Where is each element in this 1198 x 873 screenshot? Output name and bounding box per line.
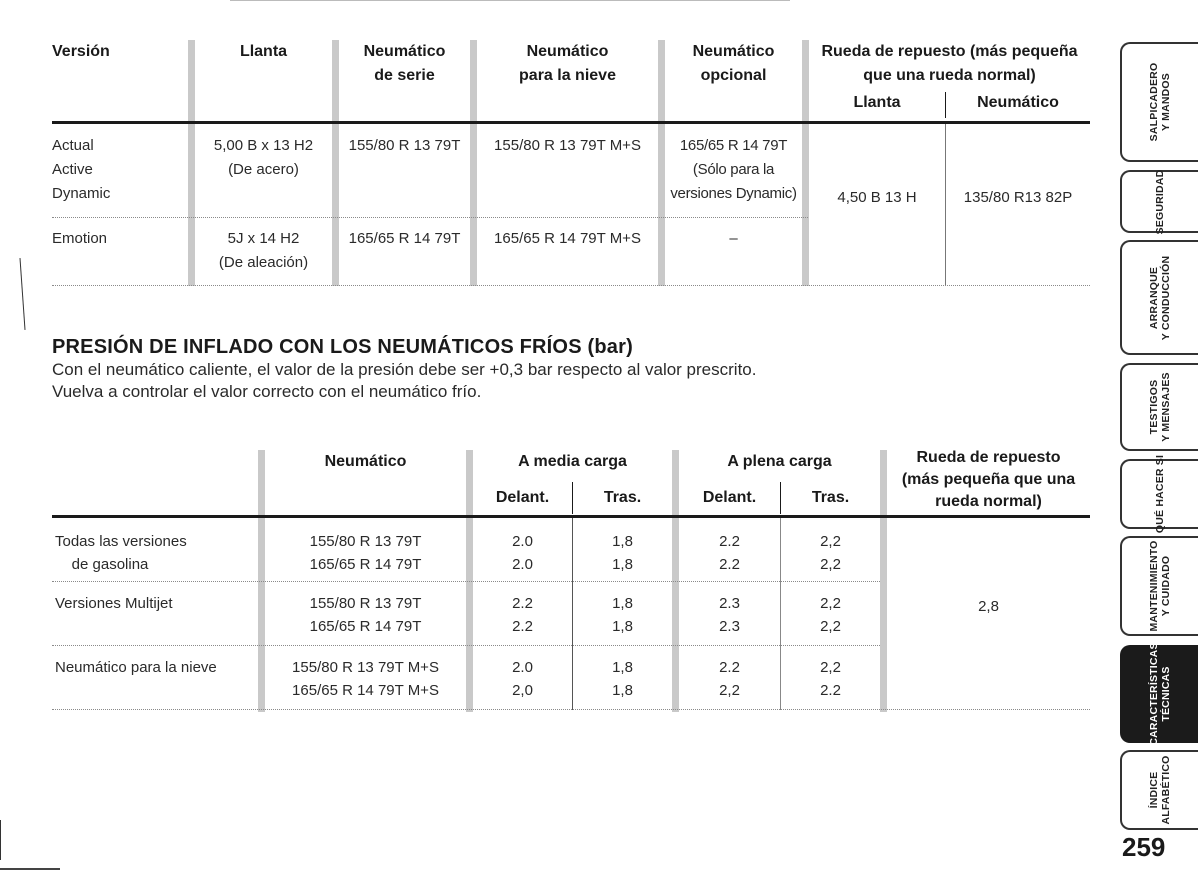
tab-label: ARRANQUE Y CONDUCCIÓN (1148, 255, 1172, 340)
section-title: PRESIÓN DE INFLADO CON LOS NEUMÁTICOS FRÍOS (bar) (52, 336, 633, 358)
cell-spare-pressure: 2,8 (978, 598, 999, 615)
cell-version: Neumático para la nieve (55, 659, 217, 676)
body-text-line: Vuelva a controlar el valor correcto con el neumático frío. (52, 382, 482, 401)
cell-version: Todas las versiones de gasolina (55, 533, 187, 573)
row-rule (52, 581, 880, 582)
cell-full-front: 2.2 2.2 (719, 533, 740, 573)
tab-seguridad[interactable] (1120, 170, 1198, 233)
header-spare: Rueda de repuesto (más pequeña que una rueda normal) (901, 449, 1076, 510)
table-bottom-rule (52, 709, 1090, 710)
header-version: Versión (52, 43, 110, 60)
cell-half-front: 2.0 2.0 (512, 533, 533, 573)
cell-full-rear: 2,2 2,2 (820, 533, 841, 573)
tab-mantenimiento[interactable] (1120, 536, 1198, 636)
header-tire: Neumático (324, 453, 407, 470)
header-spare-tire: Neumático (977, 94, 1059, 111)
tab-label: CARACTERÍSTICAS TÉCNICAS (1148, 642, 1172, 746)
tab-label: SALPICADERO Y MANDOS (1148, 62, 1172, 142)
cell-half-front: 2.2 2.2 (512, 595, 533, 635)
scan-mark (19, 258, 25, 330)
column-separator (188, 40, 195, 286)
cell-standard-tire: 155/80 R 13 79T (348, 137, 461, 154)
tab-label: ÍNDICE ALFABÉTICO (1148, 755, 1172, 825)
tab-que-hacer-si[interactable] (1120, 454, 1198, 534)
tab-caracteristicas-tecnicas[interactable] (1120, 642, 1198, 746)
page-number: 259 (1122, 832, 1166, 862)
cell-version: Actual Active Dynamic (52, 137, 111, 202)
cell-half-rear: 1,8 1,8 (612, 533, 633, 573)
tab-salpicadero[interactable] (1120, 42, 1198, 162)
scan-mark (0, 820, 1, 860)
cell-tire: 155/80 R 13 79T 165/65 R 14 79T (309, 533, 422, 573)
header-full-front: Delant. (702, 489, 757, 506)
table-bottom-rule (52, 285, 1090, 286)
tab-label: MANTENIMIENTO Y CUIDADO (1148, 540, 1172, 632)
header-snow-tire: Neumático para la nieve (519, 43, 616, 84)
tab-label: TESTIGOS Y MENSAJES (1148, 372, 1172, 442)
row-rule (52, 645, 880, 646)
cell-tire: 155/80 R 13 79T 165/65 R 14 79T (309, 595, 422, 635)
header-half-rear: Tras. (603, 489, 642, 506)
cell-spare-tire: 135/80 R13 82P (963, 189, 1073, 206)
cell-optional-tire: 165/65 R 14 79T (Sólo para la versiones Dynamic) (670, 137, 797, 202)
column-separator (332, 40, 339, 286)
scan-mark (0, 868, 60, 870)
column-divider (780, 518, 781, 710)
cell-half-front: 2.0 2,0 (512, 659, 533, 699)
cell-tire: 155/80 R 13 79T M+S 165/65 R 14 79T M+S (292, 659, 439, 699)
cell-half-rear: 1,8 1,8 (612, 659, 633, 699)
tab-indice[interactable] (1120, 750, 1198, 830)
cell-half-rear: 1,8 1,8 (612, 595, 633, 635)
header-optional-tire: Neumático opcional (692, 43, 775, 84)
cell-full-front: 2.3 2.3 (719, 595, 740, 635)
cell-full-rear: 2,2 2.2 (820, 659, 841, 699)
tab-label: QUÉ HACER SI (1154, 454, 1166, 534)
header-full-load: A plena carga (727, 453, 832, 470)
header-standard-tire: Neumático de serie (363, 43, 446, 84)
header-rim: Llanta (239, 43, 288, 60)
row-rule (52, 217, 808, 218)
cell-version: Emotion (52, 230, 108, 247)
cell-standard-tire: 165/65 R 14 79T (348, 230, 461, 247)
header-half-load: A media carga (518, 453, 627, 470)
cell-rim: 5J x 14 H2 (De aleación) (218, 230, 309, 271)
header-half-front: Delant. (495, 489, 550, 506)
cell-optional-tire: – (729, 230, 738, 247)
cell-full-front: 2.2 2,2 (719, 659, 740, 699)
cell-rim: 5,00 B x 13 H2 (De acero) (213, 137, 314, 178)
tab-label: SEGURIDAD (1154, 169, 1166, 234)
cell-full-rear: 2,2 2,2 (820, 595, 841, 635)
header-rule (52, 515, 1090, 518)
header-spare-rim: Llanta (853, 94, 901, 111)
cell-version: Versiones Multijet (55, 595, 173, 612)
header-spare: Rueda de repuesto (más pequeña que una rueda normal) (821, 43, 1078, 84)
cell-spare-rim: 4,50 B 13 H (837, 189, 917, 206)
header-full-rear: Tras. (811, 489, 850, 506)
tab-testigos[interactable] (1120, 363, 1198, 451)
column-separator (470, 40, 477, 286)
tab-arranque[interactable] (1120, 240, 1198, 355)
column-divider (572, 518, 573, 710)
scan-mark (230, 0, 790, 1)
cell-snow-tire: 165/65 R 14 79T M+S (494, 230, 641, 247)
header-rule (52, 121, 1090, 124)
cell-snow-tire: 155/80 R 13 79T M+S (494, 137, 641, 154)
column-separator (880, 450, 887, 712)
body-text-line: Con el neumático caliente, el valor de la presión debe ser +0,3 bar respecto al valor prescrito. (52, 360, 757, 379)
